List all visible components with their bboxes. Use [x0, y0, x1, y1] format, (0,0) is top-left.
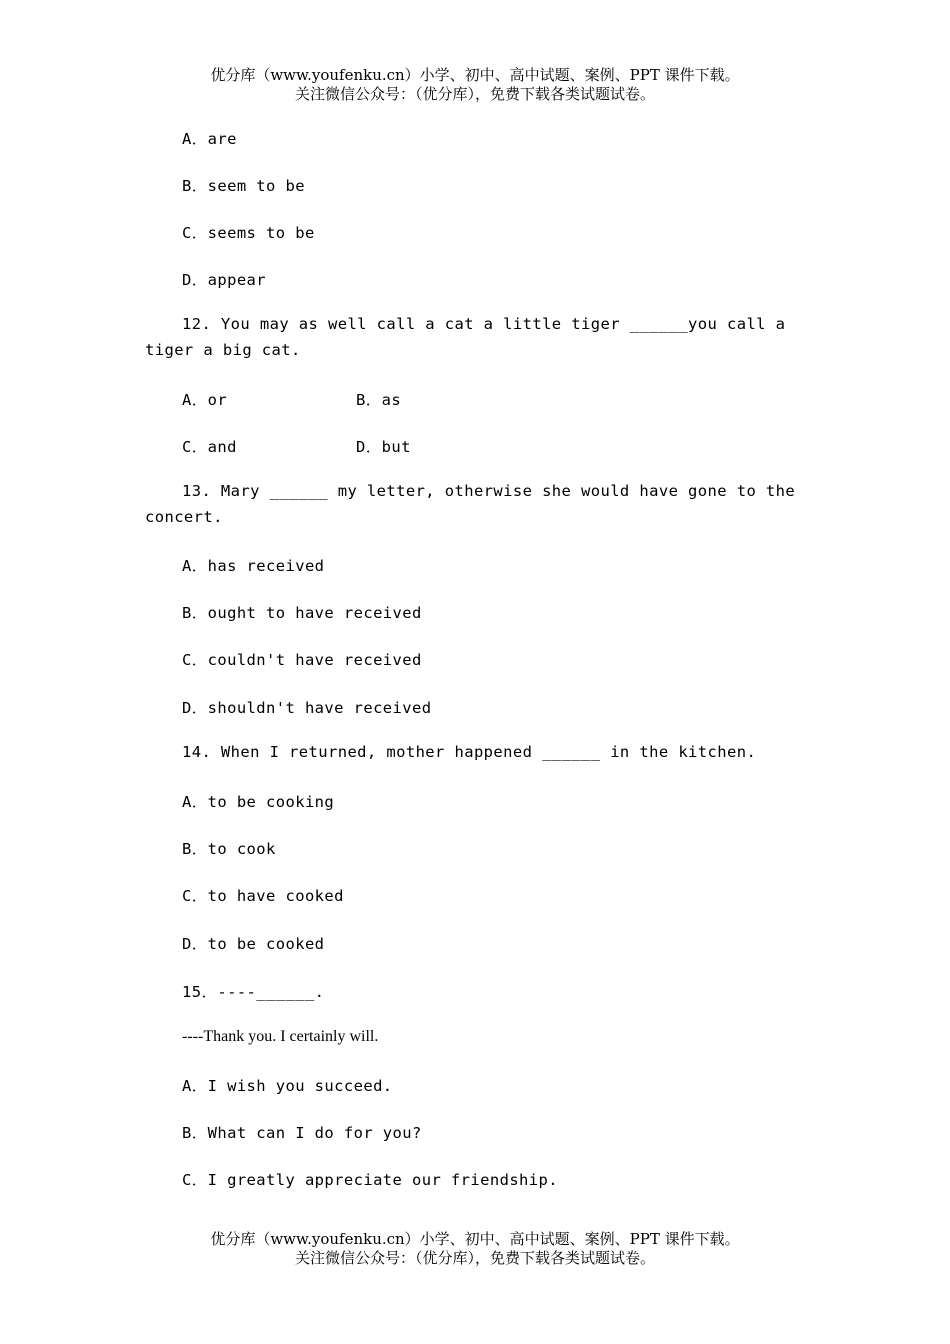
- q12-stem-line-2: tiger a big cat.: [145, 341, 301, 359]
- q13-option-a: A．has received: [182, 557, 325, 575]
- q13-option-b: B．ought to have received: [182, 604, 422, 622]
- q12-stem-line-1: 12. You may as well call a cat a little tiger ______you call a: [182, 315, 786, 333]
- q15-option-b: B．What can I do for you?: [182, 1124, 422, 1142]
- q14-option-b: B．to cook: [182, 840, 276, 858]
- q12-option-b: B．as: [356, 391, 402, 409]
- q12-option-d: D．but: [356, 438, 411, 456]
- q11-option-a: A．are: [182, 130, 237, 148]
- page-footer: [0, 1230, 950, 1268]
- q11-option-d: D．appear: [182, 271, 267, 289]
- q15-option-c: C．I greatly appreciate our friendship.: [182, 1171, 558, 1189]
- q13-option-d: D．shouldn't have received: [182, 699, 432, 717]
- q15-option-a: A．I wish you succeed.: [182, 1077, 393, 1095]
- q11-option-c: C．seems to be: [182, 224, 315, 242]
- q11-option-b: B．seem to be: [182, 177, 305, 195]
- q14-option-d: D．to be cooked: [182, 935, 325, 953]
- footer-line-1: 优分库（www.youfenku.cn）小学、初中、高中试题、案例、PPT 课件下载。: [210, 1230, 740, 1248]
- q15-stem: 15．----______.: [182, 983, 325, 1001]
- header-line-1: 优分库（www.youfenku.cn）小学、初中、高中试题、案例、PPT 课件下载。: [210, 66, 740, 84]
- header-line-2: 关注微信公众号：（优分库），免费下载各类试题试卷。: [294, 85, 655, 103]
- footer-line-2: 关注微信公众号：（优分库），免费下载各类试题试卷。: [294, 1249, 655, 1267]
- q13-stem-line-1: 13. Mary ______ my letter, otherwise she would have gone to the: [182, 482, 796, 500]
- q14-stem: 14. When I returned, mother happened ______ in the kitchen.: [182, 743, 757, 761]
- q14-option-a: A．to be cooking: [182, 793, 335, 811]
- q14-option-c: C．to have cooked: [182, 887, 344, 905]
- q13-stem-line-2: concert.: [145, 508, 223, 526]
- q12-option-c: C．and: [182, 438, 237, 456]
- q12-option-a: A．or: [182, 391, 228, 409]
- q13-option-c: C．couldn't have received: [182, 651, 422, 669]
- page-header: [0, 66, 950, 104]
- q15-reply: ----Thank you. I certainly will.: [182, 1028, 379, 1045]
